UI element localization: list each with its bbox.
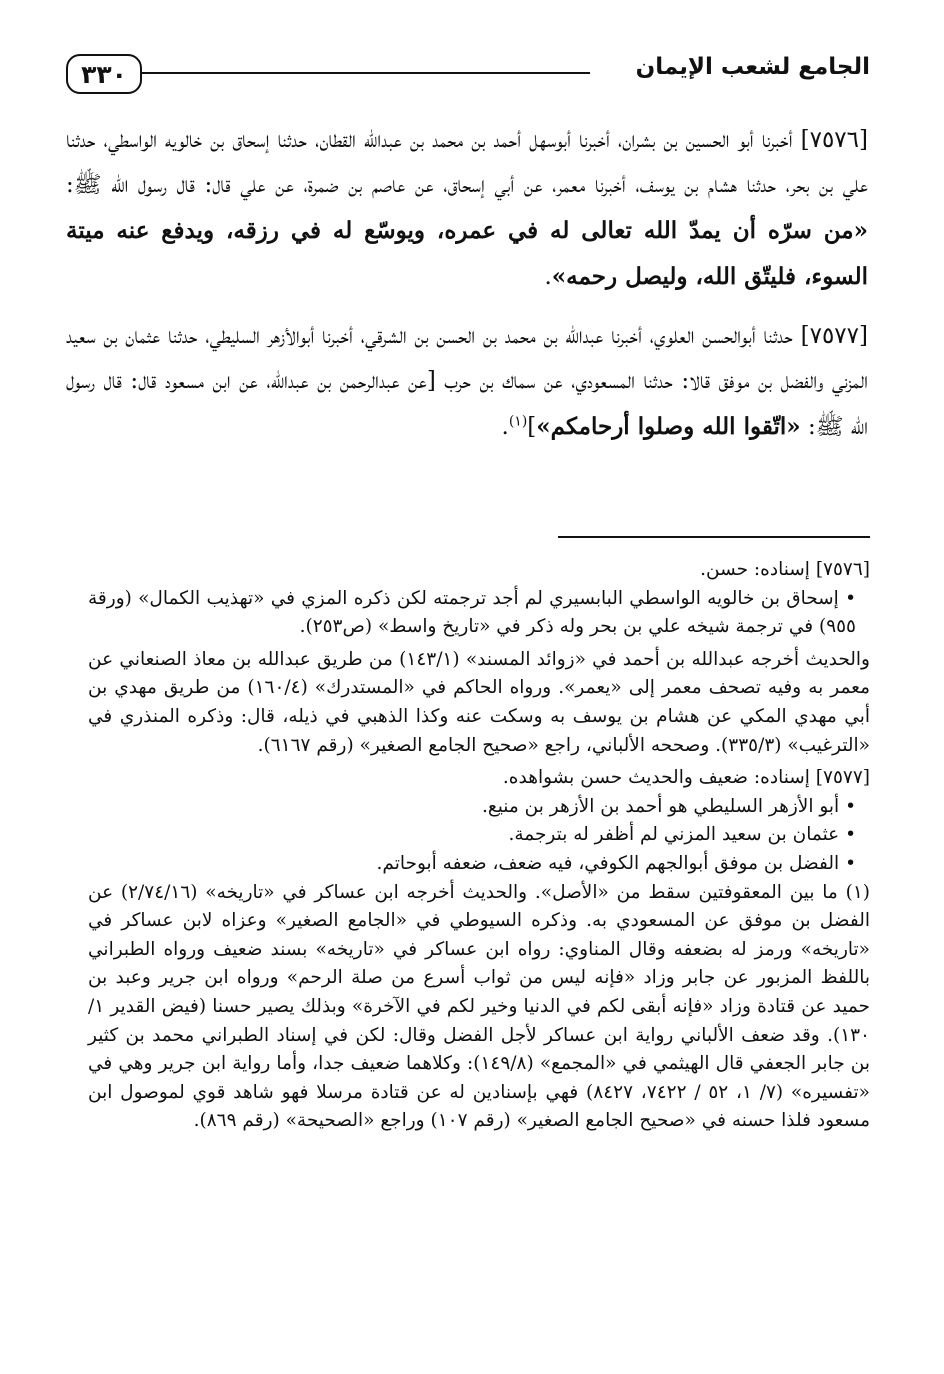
hadith-7576 [66, 118, 868, 300]
bracket-close: ] [527, 414, 537, 440]
page-number: ٣٣٠ [66, 54, 142, 94]
footnote-7576-title: [٧٥٧٦] إسناده: حسن. [700, 559, 870, 580]
footnote-1: (١) ما بين المعقوفتين سقط من «الأصل». والحديث أخرجه ابن عساكر في «تاريخه» (٢/٧٤/١٦) عن الفضل بن موفق عن المسعودي به. وذكره السيوطي في «الجامع الصغير» وعزاه لابن عساكر في «تاريخه» ورمز له بضعفه وقال المناوي: رواه ابن عساكر في «تاريخه» بسند ضعيف ورواه الطبراني باللفظ المزبور عن جابر وزاد «فإنه ليس من ثواب أسرع من صلة الرحم» ورواه ابن جرير وعبد بن حميد عن قتادة وزاد «فإنه أبقى لكم في الدنيا وخير لكم في الآخرة» وبذلك يصير حسنا (فيض القدير ١/ ١٣٠). وقد ضعف الألباني رواية ابن عساكر لأجل الفضل وقال: لكن في إسناد الطبراني محمد بن كثير بن جابر الجعفي قال الهيثمي في «المجمع» (١٤٩/٨): وكلاهما ضعيف جدا، وأما رواية ابن جرير وهي في «تفسيره» (٧/ ١، ٥٢ / ٧٤٢٢، ٨٤٢٧) فهي بإسنادين له عن قتادة مرسلا فهو شاهد قوي لموصول ابن مسعود فلذا حسنه في «صحيح الجامع الصغير» (رقم ١٠٧) وراجع «الصحيحة» (رقم ٨٦٩). [88, 881, 871, 1132]
footnote-7576-takhrij: والحديث أخرجه عبدالله بن أحمد في «زوائد المسند» (١٤٣/١) من طريق عبدالله بن معاذ الصنعاني عن معمر به وفيه تصحف معمر إلى «يعمر». ورواه الحاكم في «المستدرك» (١٦٠/٤) من طريق مهدي بن أبي مهدي المكي عن هشام بن يوسف به وسكت عنه وكذا الذهبي في ذيله، قال: وذكره المنذري في «الترغيب» (٣٣٥/٣). وصححه الألباني، راجع «صحيح الجامع الصغير» (رقم ٦١٦٧). [88, 648, 870, 756]
hadith-matn: «اتّقوا الله وصلوا أرحامكم» [536, 413, 801, 440]
hadith-isnad: أخبرنا أبو الحسين بن بشران، أخبرنا أبوسهل أحمد بن محمد بن عبدالله القطان، حدثنا إسحاق بن خالويه الواسطي، حدثنا علي بن بحر، حدثنا هشام بن يوسف، أخبرنا معمر، عن أبي إسحاق، عن عاصم بن ضمرة، عن علي قال: قال رسول الله ﷺ: [66, 127, 868, 198]
hadith-matn: «من سرّه أن يمدّ الله تعالى له في عمره، ويوسّع له في رزقه، ويدفع عنه ميتة السوء، فليتّق الله، وليصل رحمه» [66, 217, 868, 290]
hadith-7577 [66, 314, 868, 450]
page-header [50, 40, 870, 102]
footnote-7576-bullet: • إسحاق بن خالويه الواسطي البابسيري لم أجد ترجمته لكن ذكره المزي في «تهذيب الكمال» (ورقة ٩٥٥) في ترجمة شيخه علي بن بحر وله ذكر في «تاريخ واسط» (ص٢٥٣). [88, 585, 870, 642]
footnote-7577-bullet: • أبو الأزهر السليطي هو أحمد بن الأزهر بن منيع. [88, 793, 870, 822]
footnote-7577-bullet: • عثمان بن سعيد المزني لم أظفر له بترجمة. [88, 821, 870, 850]
footnote-7577-bullet: • الفضل بن موفق أبوالجهم الكوفي، فيه ضعف، ضعفه أبوحاتم. [88, 850, 870, 879]
hadith-number: [٧٥٧٧] [800, 323, 868, 349]
book-title: الجامع لشعب الإيمان [635, 54, 870, 80]
main-text [66, 118, 868, 464]
footnote-7577-title: [٧٥٧٧] إسناده: ضعيف والحديث حسن بشواهده. [502, 767, 870, 789]
footnote-separator [558, 536, 870, 538]
footnotes [88, 556, 870, 1136]
hadith-end: . [501, 414, 509, 440]
hadith-number: [٧٥٧٦] [800, 127, 868, 153]
header-rule [142, 72, 590, 74]
hadith-end: . [544, 264, 552, 290]
hadith-isnad: حدثنا أبوالحسن العلوي، أخبرنا عبدالله بن محمد بن الحسن بن الشرقي، أخبرنا أبوالأزهر السليطي، حدثنا عثمان بن سعيد المزني والفضل بن موفق قالا: حدثنا المسعودي، عن سماك بن حرب [عن عبدالرحمن بن عبدالله، عن ابن مسعود قال: قال رسول الله ﷺ: [66, 323, 868, 440]
footnote-ref: (١) [508, 413, 528, 430]
